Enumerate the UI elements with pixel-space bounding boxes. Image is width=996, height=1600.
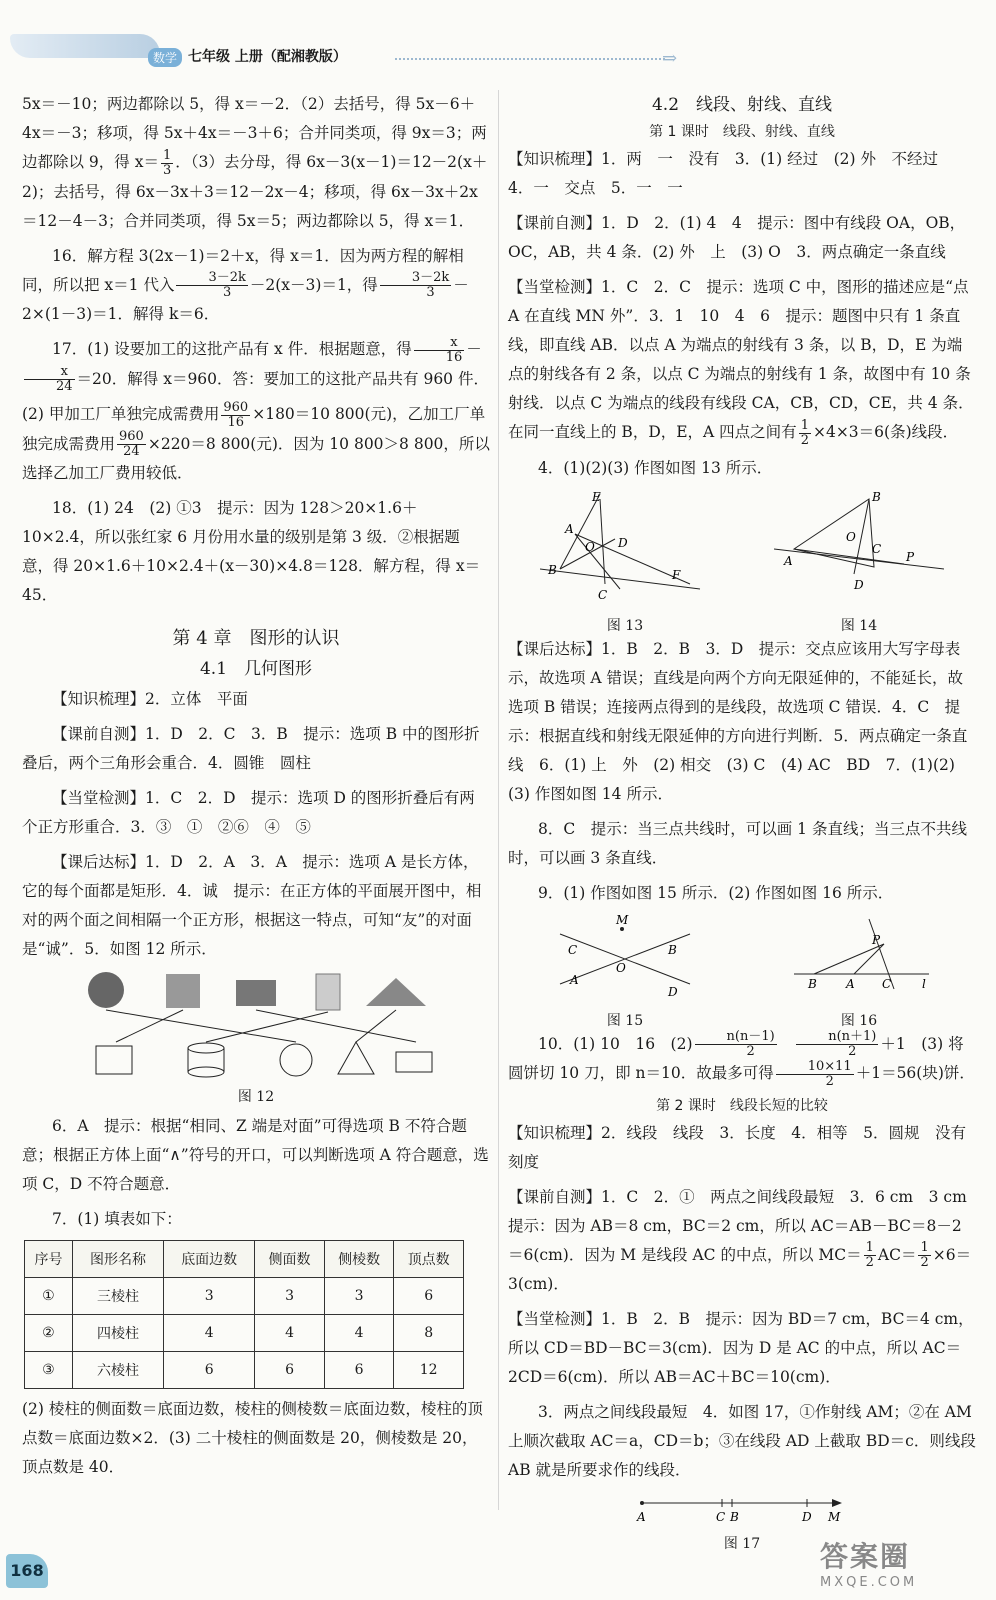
section-title: 4.1 几何图形 (199, 659, 313, 679)
figure-12-drawing (76, 970, 436, 1080)
figure-16 (784, 914, 934, 1030)
table-cell: 三棱柱 (72, 1278, 163, 1315)
svg-text:A: A (637, 1510, 646, 1524)
section-title: 4.2 线段、射线、直线 (651, 95, 833, 115)
figure-15-drawing (550, 914, 700, 1004)
svg-text:O: O (616, 960, 626, 975)
knowledge-review: 【知识梳理】1．两 一 没有 3．(1) 经过 (2) 外 不经过 4．一 交点 5．一 一 (508, 150, 954, 197)
hat-icon (366, 978, 426, 1006)
table-row (25, 1352, 464, 1389)
figure-16-caption: 图 16 (840, 1012, 878, 1029)
box-icon (236, 980, 276, 1006)
svg-text:D: D (618, 535, 628, 550)
answer-8: 8．C 提示：当三点共线时，可以画 1 条直线；当三点不共线时，可以画 3 条直线． (508, 819, 967, 867)
svg-text:M: M (616, 913, 629, 927)
answer-6: 6．A 提示：根据“相同、Z 端是对面”可得选项 B 不符合题意；根据正方体上面“∧”符号的开口，可以判断选项 A 符合题意，选项 C，D 不符合题意． (22, 1117, 489, 1193)
figures-13-14 (508, 489, 976, 635)
watermark-url: MXQE.COM (820, 1575, 918, 1590)
cone-icon (338, 1042, 374, 1074)
svg-text:C: C (598, 587, 608, 602)
fraction: $\frac{x}{16}$ (414, 336, 465, 365)
table-cell: 8 (394, 1315, 464, 1352)
fraction: $\frac{x}{24}$ (24, 365, 75, 394)
pre-class-test: 【课前自测】1．D 2．C 3．B 提示：选项 B 中的图形折叠后，两个三角形会重合．4．圆锥 圆柱 (22, 725, 480, 772)
svg-text:A: A (784, 553, 793, 568)
table-cell: 6 (164, 1352, 255, 1389)
answer-17-2: (2) 甲加工厂单独完成需费用 $\frac{960}{16}$ ×180＝10 800(元)，乙加工厂单独完成需费用 $\frac{960}{24}$ ×220＝8 800(元)．因为 10 800＞8 800，所以选择乙加工厂费用较低． (22, 399, 490, 482)
table-cell: 12 (394, 1352, 464, 1389)
table-header: 序号 (25, 1241, 73, 1278)
lesson-title: 第 2 课时 线段长短的比较 (656, 1097, 828, 1114)
after-class: 【课后达标】1．D 2．A 3．A 提示：选项 A 是长方体，它的每个面都是矩形．4．诚 提示：在正方体的平面展开图中，相对的两个面之间相隔一个正方形，根据这一特点，可知“友”的对面是“诚”．5．如图 12 所示． (22, 853, 482, 958)
subject-badge: 数学 (148, 48, 182, 67)
figures-15-16 (508, 914, 976, 1030)
table-row (25, 1315, 464, 1352)
svg-text:P: P (872, 932, 881, 947)
knowledge-review: 【知识梳理】2．立体 平面 (52, 690, 248, 708)
table-cell: 3 (255, 1278, 325, 1315)
svg-text:C: C (872, 541, 882, 556)
answer-18: 18．(1) 24 (2) ①3 提示：因为 128＞20×1.6＋10×2.4，所以张红家 6 月份用水量的级别是第 3 级．②根据题意，得 20×1.6＋10×2.4＋(x－30)×4.8＝128．解方程，得 x＝45． (22, 499, 481, 604)
table-header: 顶点数 (394, 1241, 464, 1278)
figure-17-drawing (632, 1491, 852, 1527)
basketball-icon (88, 972, 124, 1008)
table-header: 侧棱数 (324, 1241, 394, 1278)
cube-icon (96, 1046, 132, 1074)
svg-text:D: D (668, 984, 678, 999)
lesson-title: 第 1 课时 线段、射线、直线 (649, 124, 835, 140)
svg-text:B: B (548, 562, 557, 577)
prism-icon (396, 1052, 432, 1072)
figure-13-drawing (540, 489, 710, 609)
glass-icon (316, 974, 340, 1010)
answer-15-cont: 5x＝－10；两边都除以 5，得 x＝－2．（2）去括号，得 5x－6＋4x＝－3；移项，得 5x＋4x＝－3＋6；合并同类项，得 9x＝3；两边都除以 9，得 x＝ $\frac{1}{3}$ ．（3）去分母，得 6x－3(x－1)＝12－2(x＋2)；去括号，得 6x－3x＋3＝12－2x－4；移项，得 6x－3x＋2x＝12－4－3；合并同类项，得 5x＝5；两边都除以 5，得 x＝1． (22, 95, 488, 230)
header-dotted-line (395, 58, 665, 60)
after-class: 【课后达标】1．B 2．B 3．D 提示：交点应该用大写字母表示，故选项 A 错误；直线是向两个方向无限延伸的，不能延长，故选项 B 错误；连接两点得到的是线段，故选项 C 错误．4．C 提示：根据直线和射线无限延伸的方向进行判断．5．两点确定一条直线 6．(1) 上 外 (2) 相交 (3) C (4) AC BD 7．(1)(2)(3) 作图如图 14 所示． (508, 639, 968, 803)
pre-class-test: 【课前自测】1．C 2．① 两点之间线段最短 3．6 cm 3 cm 提示：因为 AB＝8 cm，BC＝2 cm，所以 AC＝AB－BC＝8－2＝6(cm)．因为 M 是线段 AC 的中点，所以 MC＝ $\frac{1}{2}$ AC＝ $\frac{1}{2}$ ×6＝3(cm)． (508, 1187, 983, 1293)
arrow-right-icon: ⇒ (662, 48, 678, 69)
answer-17-1: 17．(1) 设要加工的这批产品有 x 件．根据题意，得 $\frac{x}{16}$ － $\frac{x}{24}$ ＝20．解得 x＝960．答：要加工的这批产品共有 960 件． (22, 335, 490, 394)
answer-9: 9．(1) 作图如图 15 所示．(2) 作图如图 16 所示． (538, 883, 894, 902)
answer-16: 16．解方程 3(2x－1)＝2＋x，得 x＝1．因为两方程的解相同，所以把 x＝1 代入 $\frac{3-2k}{3}$ －2(x－3)＝1，得 $\frac{3-2k}{3}$ －2×(1－3)＝1．解得 k＝6． (22, 246, 469, 323)
table-cell: ③ (25, 1352, 73, 1389)
rubik-cube-icon (166, 974, 200, 1008)
svg-text:C: C (882, 976, 892, 991)
sphere-icon (280, 1044, 312, 1076)
svg-text:B: B (808, 976, 817, 991)
answer-4: 4．(1)(2)(3) 作图如图 13 所示． (538, 458, 773, 477)
fraction: $\frac{1}{2}$ (920, 1240, 929, 1270)
figure-12 (22, 970, 490, 1106)
table-cell: 4 (164, 1315, 255, 1352)
svg-text:M: M (828, 1510, 841, 1524)
table-cell: 6 (255, 1352, 325, 1389)
svg-text:E: E (592, 489, 601, 504)
figure-12-caption: 图 12 (237, 1089, 275, 1105)
watermark-title: 答案圈 (820, 1540, 911, 1573)
page-header (0, 0, 996, 80)
table-cell: 四棱柱 (72, 1315, 163, 1352)
cylinder-icon (188, 1067, 224, 1077)
watermark (820, 1535, 980, 1595)
table-cell: ① (25, 1278, 73, 1315)
svg-text:B: B (668, 942, 677, 957)
right-column (508, 90, 983, 1559)
pre-class-test: 【课前自测】1．D 2．(1) 4 4 提示：图中有线段 OA，OB，OC，AB，共 4 条．(2) 外 上 (3) O 3．两点确定一条直线 (508, 214, 966, 261)
left-column (22, 90, 490, 1488)
fraction: $\frac{n(n-1)}{2}$ (695, 1030, 777, 1059)
svg-text:D: D (854, 577, 864, 592)
book-title: 七年级 上册（配湘教版） (188, 49, 347, 65)
fraction: $\frac{10\times 11}{2}$ (776, 1060, 854, 1089)
chapter-title: 第 4 章 图形的认识 (172, 628, 340, 649)
svg-text:A: A (565, 521, 574, 536)
figure-16-drawing (784, 914, 934, 1004)
page-number: 168 (6, 1554, 48, 1588)
fraction: $\frac{1}{3}$ (162, 147, 172, 178)
table-header: 底面边数 (164, 1241, 255, 1278)
svg-text:l: l (922, 976, 926, 991)
figure-14-drawing (774, 489, 944, 609)
table-cell: ② (25, 1315, 73, 1352)
header-decoration (10, 34, 160, 58)
table-row (25, 1278, 464, 1315)
figure-14-caption: 图 14 (840, 617, 878, 634)
fraction: $\frac{1}{2}$ (800, 417, 809, 448)
svg-text:B: B (872, 489, 881, 504)
fraction: $\frac{1}{2}$ (865, 1240, 874, 1270)
column-divider (498, 90, 499, 1510)
fraction: $\frac{3-2k}{3}$ (176, 271, 247, 300)
table-cell: 3 (324, 1278, 394, 1315)
table-cell: 6 (324, 1352, 394, 1389)
table-cell: 4 (324, 1315, 394, 1352)
answer-7-2: (2) 棱柱的侧面数＝底面边数，棱柱的侧棱数＝底面边数，棱柱的顶点数＝底面边数×2．(3) 二十棱柱的侧面数是 20，侧棱数是 20，顶点数是 40． (22, 1400, 483, 1476)
figure-13-caption: 图 13 (606, 617, 644, 634)
svg-text:D: D (802, 1510, 812, 1524)
answer-10: 10．(1) 10 16 (2) $\frac{n(n-1)}{2}$ $\frac{n(n+1)}{2}$ ＋1 (3) 将圆饼切 10 刀，即 n＝10．故最多可得 $\frac{10\times 11}{2}$ ＋1＝56(块)饼． (508, 1029, 975, 1089)
figure-14 (774, 489, 944, 635)
knowledge-review: 【知识梳理】2．线段 线段 3．长度 4．相等 5．圆规 没有刻度 (508, 1123, 966, 1171)
svg-text:B: B (730, 1510, 739, 1524)
table-cell: 六棱柱 (72, 1352, 163, 1389)
table-header-row (25, 1241, 464, 1278)
svg-text:A: A (570, 972, 579, 987)
table-cell: 3 (164, 1278, 255, 1315)
fraction: $\frac{960}{16}$ (223, 399, 249, 430)
svg-text:P: P (906, 549, 915, 564)
figure-15 (550, 914, 700, 1030)
svg-text:O: O (585, 539, 595, 554)
figure-17-caption: 图 17 (723, 1536, 761, 1552)
table-cell: 6 (394, 1278, 464, 1315)
svg-text:A: A (846, 976, 855, 991)
table-cell: 4 (255, 1315, 325, 1352)
svg-text:F: F (672, 567, 681, 582)
figure-15-caption: 图 15 (606, 1012, 644, 1029)
svg-text:C: C (716, 1510, 726, 1524)
table-header: 侧面数 (255, 1241, 325, 1278)
svg-text:C: C (568, 942, 578, 957)
answer-3-4: 3．两点之间线段最短 4．如图 17，①作射线 AM；②在 AM 上顺次截取 AC＝a，CD＝b；③在线段 AD 上截取 BD＝c．则线段 AB 就是所要求作的线段． (508, 1403, 976, 1479)
in-class-test: 【当堂检测】1．C 2．D 提示：选项 D 的图形折叠后有两个正方形重合．3．③ ① ②⑥ ④ ⑤ (22, 789, 475, 836)
fraction: $\frac{3-2k}{3}$ (380, 271, 451, 300)
prism-table (24, 1240, 464, 1389)
table-header: 图形名称 (72, 1241, 163, 1278)
fraction: $\frac{n(n+1)}{2}$ (796, 1030, 878, 1059)
in-class-test: 【当堂检测】1．C 2．C 提示：选项 C 中，图形的描述应是“点 A 在直线 MN 外”．3．1 10 4 6 提示：题图中只有 1 条直线，即直线 AB．以点 A 为端点的射线有 3 条，以 B，D，E 为端点的射线各有 2 条，以点 C 为端点的射线有 1 条，故图中有 10 条射线．以点 C 为端点的线段有线段 CA，CB，CD，CE，共 4 条．在同一直线上的 B，D，E，A 四点之间有 $\frac{1}{2}$ ×4×3＝6(条)线段． (508, 278, 974, 448)
fraction: $\frac{960}{24}$ (119, 429, 144, 459)
svg-text:O: O (846, 529, 856, 544)
answer-7-1: 7．(1) 填表如下： (52, 1210, 182, 1228)
figure-13 (540, 489, 710, 635)
in-class-test: 【当堂检测】1．B 2．B 提示：因为 BD＝7 cm，BC＝4 cm，所以 CD＝BD－BC＝3(cm)．因为 D 是 AC 的中点，所以 AC＝2CD＝6(cm)．所以 AB＝AC＋BC＝10(cm)． (508, 1310, 974, 1386)
